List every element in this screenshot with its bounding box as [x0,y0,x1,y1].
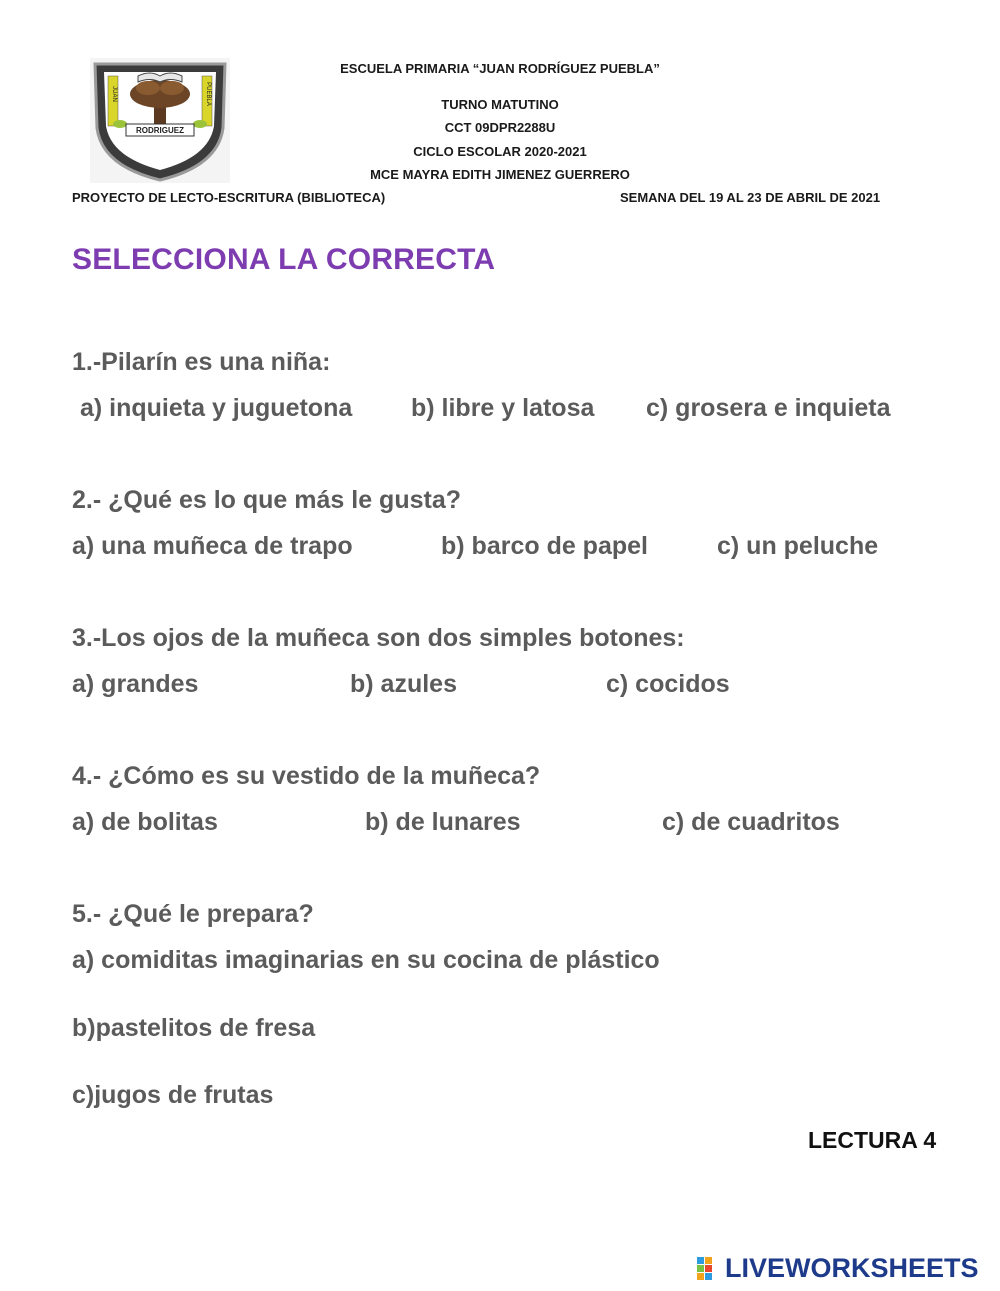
question-2: 2.- ¿Qué es lo que más le gusta? [72,486,461,514]
q4-option-c[interactable]: c) de cuadritos [662,808,840,836]
q4-option-b[interactable]: b) de lunares [365,808,521,836]
logo-side-left: JUAN [111,86,117,102]
logo-line-1: TURNO MATUTINO [133,141,187,147]
logo-line-2: CCT 09DPR2288U [134,148,186,154]
question-5: 5.- ¿Qué le prepara? [72,900,314,928]
q3-option-c[interactable]: c) cocidos [606,670,730,698]
shift: TURNO MATUTINO [441,97,559,112]
logo-side-right: PUEBLA [205,82,211,106]
q5-option-b[interactable]: b)pastelitos de fresa [72,1014,316,1042]
q4-option-a[interactable]: a) de bolitas [72,808,218,836]
q1-option-c[interactable]: c) grosera e inquieta [646,394,891,422]
q2-option-c[interactable]: c) un peluche [717,532,879,560]
q1-option-a[interactable]: a) inquieta y juguetona [80,394,353,422]
q2-option-b[interactable]: b) barco de papel [441,532,648,560]
q3-option-a[interactable]: a) grandes [72,670,199,698]
project-name: PROYECTO DE LECTO-ESCRITURA (BIBLIOTECA) [72,190,386,205]
q3-option-b[interactable]: b) azules [350,670,457,698]
school-cycle: CICLO ESCOLAR 2020-2021 [413,144,587,159]
question-1: 1.-Pilarín es una niña: [72,348,331,376]
school-name: ESCUELA PRIMARIA “JUAN RODRÍGUEZ PUEBLA” [340,61,660,76]
q5-option-c[interactable]: c)jugos de frutas [72,1081,274,1109]
page-title: SELECCIONA LA CORRECTA [72,243,496,276]
q5-option-a[interactable]: a) comiditas imaginarias en su cocina de plástico [72,946,660,974]
teacher-name: MCE MAYRA EDITH JIMENEZ GUERRERO [370,167,630,182]
question-4: 4.- ¿Cómo es su vestido de la muñeca? [72,762,541,790]
cct: CCT 09DPR2288U [444,120,556,135]
liveworksheets-logo-icon [697,1257,721,1281]
question-3: 3.-Los ojos de la muñeca son dos simples botones: [72,624,685,652]
q2-option-a[interactable]: a) una muñeca de trapo [72,532,353,560]
q1-option-b[interactable]: b) libre y latosa [411,394,595,422]
liveworksheets-text: LIVEWORKSHEETS [725,1253,979,1283]
lectura-label: LECTURA 4 [808,1127,937,1153]
logo-banner-text: RODRIGUEZ [136,126,184,135]
liveworksheets-brand [697,1253,997,1287]
week-dates: SEMANA DEL 19 AL 23 DE ABRIL DE 2021 [620,190,881,205]
